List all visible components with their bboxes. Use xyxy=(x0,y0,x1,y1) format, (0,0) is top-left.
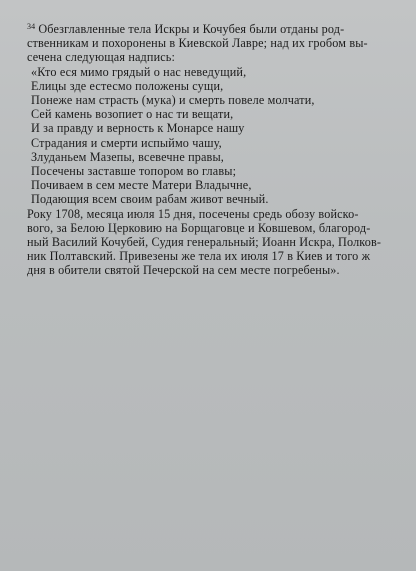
inscription-line: Подающия всем своим рабам живот вечный. xyxy=(31,192,269,207)
footnote-line: сечена следующая надпись: xyxy=(27,50,176,65)
inscription-line: Почиваем в сем месте Матери Владычне, xyxy=(31,178,252,193)
prose-line: ный Василий Кочубей, Судия генеральный; Иоанн Искра, Полков- xyxy=(27,235,382,250)
footnote-line: $^{34}$ Обезглавленные тела Искры и Кочубея были отданы род- xyxy=(27,22,345,36)
footnote-number: 34 xyxy=(27,22,36,31)
inscription-line: И за правду и верность к Монарсе нашу xyxy=(31,121,245,136)
prose-line: Року 1708, месяца июля 15 дня, посечены средь обозу войско- xyxy=(27,206,359,221)
prose-line: вого, за Белою Церковию на Борщаговце и Ковшевом, благород- xyxy=(27,220,371,235)
inscription-line: Понеже нам страсть (мука) и смерть повеле молчати, xyxy=(31,93,315,108)
inscription-line: Посечены заставше топором во главы; xyxy=(31,164,237,179)
inscription-line: Страдания и смерти испыймо чашу, xyxy=(31,135,222,150)
inscription-line: «Кто еся мимо грядый о нас неведущий, xyxy=(31,64,247,79)
footnote-34 xyxy=(27,20,399,278)
prose-line: ник Полтавский. Привезены же тела их июля 17 в Киев и того ж xyxy=(27,249,371,264)
inscription-line: Елицы зде естесмо положены сущи, xyxy=(31,78,224,93)
inscription-line: Злуданьем Мазепы, всевечне правы, xyxy=(31,149,224,164)
prose-line: дня в обители святой Печерской на сем месте погребены». xyxy=(27,263,340,278)
footnote-line: ственникам и похоронены в Киевской Лавре; над их гробом вы- xyxy=(27,36,368,51)
inscription-line: Сей камень возопиет о нас ти вещати, xyxy=(31,107,234,122)
